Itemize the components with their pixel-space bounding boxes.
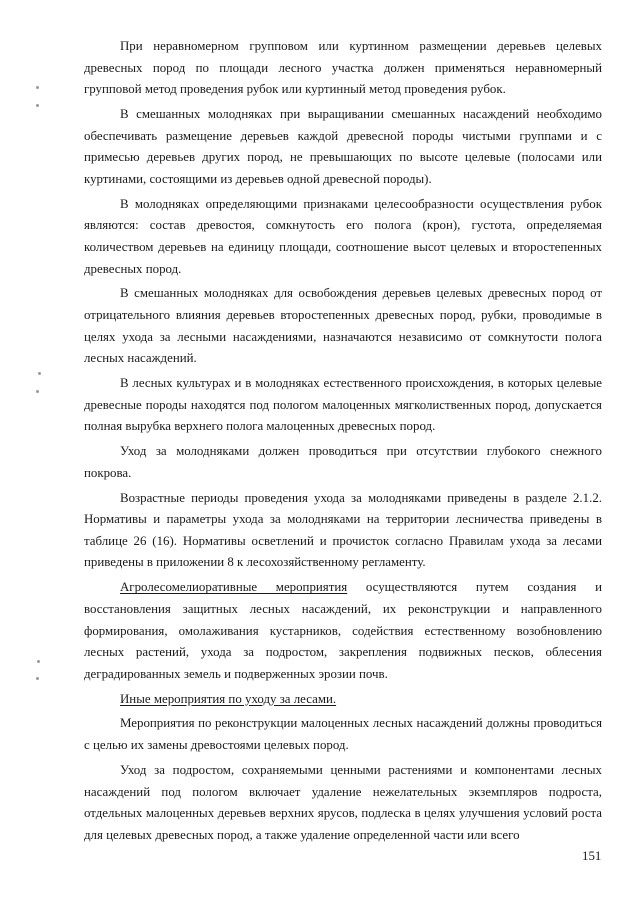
scan-speck xyxy=(36,86,39,89)
paragraph: В молодняках определяющими признаками целесообразности осуществления рубок являются: состав древостоя, сомкнутость его полога (крон), густота, определяемая количеством деревьев на единицу площади, соотношение высот целевых и второстепенных древесных пород. xyxy=(84,196,602,276)
paragraph: Уход за подростом, сохраняемыми ценными растениями и компонентами лесных насаждений под пологом включает удаление нежелательных экземпляров подроста, отдельных малоценных деревьев верхних ярусов, подлеска в целях улучшения условий роста для целевых древесных пород, а также удаление определенной части или всего xyxy=(84,762,602,842)
scan-speck xyxy=(36,677,39,680)
other-measures-heading: Иные мероприятия по уходу за лесами. xyxy=(120,691,337,706)
other-measures-paragraph xyxy=(84,689,602,711)
paragraph: Возрастные периоды проведения ухода за молодняками приведены в разделе 2.1.2. Нормативы и параметры ухода за молодняками на территории лесничества приведены в таблице 26 (16). Нормативы осветлений и прочисток согласно Правилам ухода за лесами приведены в приложении 8 к лесохозяйственному регламенту. xyxy=(84,490,602,570)
scan-speck xyxy=(36,104,39,107)
agro-heading: Агролесомелиоративные мероприятия xyxy=(120,580,348,595)
agro-paragraph xyxy=(84,577,602,685)
scan-speck xyxy=(36,390,39,393)
paragraph: В лесных культурах и в молодняках естественного происхождения, в которых целевые древесные породы находятся под пологом малоценных мягколиственных пород, допускается полная вырубка верхнего полога малоценных древесных пород. xyxy=(84,376,602,434)
paragraph: При неравномерном групповом или куртинном размещении деревьев целевых древесных пород по площади лесного участка должен применяться неравномерный групповой метод проведения рубок или куртинный метод проведения рубок. xyxy=(84,39,602,97)
paragraph: В смешанных молодняках при выращивании смешанных насаждений необходимо обеспечивать размещение деревьев каждой древесной породы чистыми группами и с примесью деревьев других пород, не превышающих по высоте целевые (полосами или куртинами, состоящими из деревьев одной древесной породы). xyxy=(84,107,602,186)
paragraph: Уход за молодняками должен проводиться при отсутствии глубокого снежного покрова. xyxy=(84,444,602,480)
paragraph: Мероприятия по реконструкции малоценных лесных насаждений должны проводиться с целью их замены древостоями целевых пород. xyxy=(84,716,602,753)
page-number: 151 xyxy=(582,849,602,863)
scan-speck xyxy=(37,660,40,663)
paragraph: В смешанных молодняках для освобождения деревьев целевых древесных пород от отрицательного влияния деревьев второстепенных древесных пород, рубки, проводимые в целях ухода за лесными насаждениями, назначаются независимо от сомкнутости полога лесных насаждений. xyxy=(84,286,602,366)
scan-speck xyxy=(38,372,41,375)
agro-text: осуществляются путем создания и восстановления защитных лесных насаждений, их реконструкции и направленного формирования, омолаживания кустарников, содействия естественному возобновлению лесных растений, ухода за подростом, закрепления подвижных песков, облесения деградированных земель и подверженных эрозии почв. xyxy=(84,580,602,681)
document-body xyxy=(84,36,602,850)
